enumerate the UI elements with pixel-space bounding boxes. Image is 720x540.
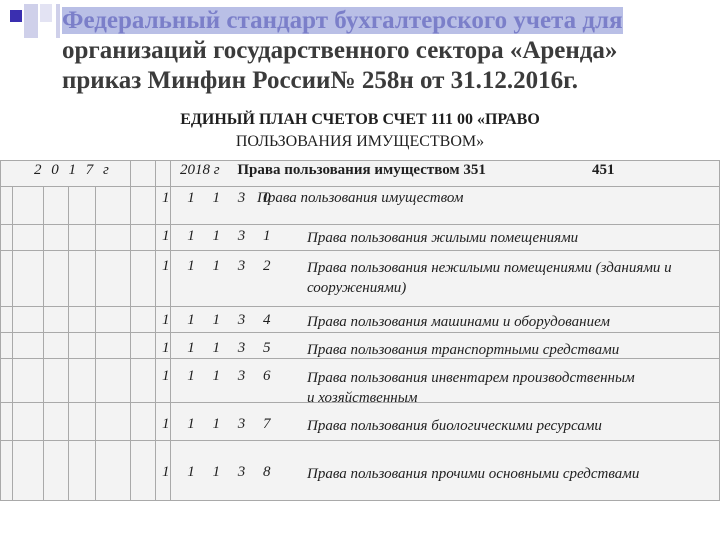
- title-line-1: Федеральный стандарт бухгалтерского учета для: [62, 7, 623, 34]
- grid-cell: [1, 187, 13, 225]
- grid-cell: [1, 441, 13, 501]
- grid-cell: [131, 307, 156, 333]
- grid-cell: [1, 359, 13, 403]
- grid-cell: [13, 251, 44, 307]
- title-line-2: организаций государственного сектора «Аренда»: [62, 37, 618, 64]
- grid-cell: [44, 225, 69, 251]
- grid-cell: [44, 441, 69, 501]
- grid-cell: [44, 333, 69, 359]
- grid-cell: [1, 225, 13, 251]
- grid-cell: [131, 333, 156, 359]
- grid-cell: [69, 307, 96, 333]
- grid-cell: [13, 307, 44, 333]
- grid-cell: [69, 333, 96, 359]
- account-number-451: 451: [592, 162, 615, 178]
- grid-cell: [131, 187, 156, 225]
- account-code: 1 1 1 3 8: [162, 464, 278, 480]
- grid-cell: [131, 403, 156, 441]
- grid-cell: [96, 403, 131, 441]
- grid-cell: [13, 441, 44, 501]
- account-code: 1 1 1 3 4: [162, 312, 278, 328]
- grid-cell: [131, 161, 156, 187]
- grid-cell: [69, 403, 96, 441]
- decoration-square: [10, 10, 22, 22]
- subtitle-line-1: ЕДИНЫЙ ПЛАН СЧЕТОВ СЧЕТ 111 00 «ПРАВО: [180, 111, 540, 128]
- grid-cell: [131, 225, 156, 251]
- grid-cell: [156, 161, 171, 187]
- grid-cell: [13, 359, 44, 403]
- subtitle-line-2: ПОЛЬЗОВАНИЯ ИМУЩЕСТВОМ»: [235, 133, 485, 150]
- grid-cell: [131, 359, 156, 403]
- grid-cell: [44, 307, 69, 333]
- grid-cell: [69, 251, 96, 307]
- decoration-bar: [56, 4, 60, 38]
- grid-cell: [13, 403, 44, 441]
- grid-cell: [96, 441, 131, 501]
- grid-cell: [44, 403, 69, 441]
- group-description: Права пользования имуществом: [257, 190, 464, 206]
- grid-cell: [13, 187, 44, 225]
- account-code: 1 1 1 3 2: [162, 258, 278, 274]
- grid-cell: [131, 251, 156, 307]
- grid-cell: [96, 333, 131, 359]
- grid-cell: [96, 225, 131, 251]
- grid-cell: [69, 359, 96, 403]
- account-description: Права пользования нежилыми помещениями (зданиями и сооружениями): [307, 260, 672, 296]
- slide-subtitle: [120, 109, 600, 153]
- grid-cell: [1, 307, 13, 333]
- decoration-bar: [40, 4, 52, 22]
- grid-cell: [96, 251, 131, 307]
- account-description: Права пользования инвентарем производственным и хозяйственным: [307, 370, 635, 406]
- account-description: Права пользования прочими основными средствами: [307, 466, 640, 482]
- title-line-3: приказ Минфин России№ 258н от 31.12.2016г.: [62, 67, 578, 94]
- grid-cell: [44, 359, 69, 403]
- account-name-header: Права пользования имуществом 351: [237, 162, 486, 178]
- grid-cell: [13, 225, 44, 251]
- grid-cell: [44, 251, 69, 307]
- account-description: Права пользования машинами и оборудованием: [307, 314, 610, 330]
- grid-cell: [96, 359, 131, 403]
- account-description: Права пользования транспортными средствами: [307, 342, 620, 358]
- account-code: 1 1 1 3 7: [162, 416, 278, 432]
- year-2017-label: 2 0 1 7 г: [34, 162, 112, 178]
- grid-cell: [69, 225, 96, 251]
- account-description: Права пользования жилыми помещениями: [307, 230, 579, 246]
- grid-cell: [69, 441, 96, 501]
- slide-title: [62, 6, 712, 96]
- account-code: 1 1 1 3 6: [162, 368, 278, 384]
- slide-decoration: [0, 0, 56, 40]
- grid-cell: [131, 441, 156, 501]
- year-2018-label: 2018 г: [180, 162, 220, 178]
- grid-cell: [13, 333, 44, 359]
- grid-cell: [1, 403, 13, 441]
- group-code: 1 1 1 3 0: [162, 190, 278, 206]
- grid-cell: [96, 187, 131, 225]
- grid-cell: [69, 187, 96, 225]
- grid-cell: [44, 187, 69, 225]
- grid-cell: [96, 307, 131, 333]
- account-code: 1 1 1 3 1: [162, 228, 278, 244]
- account-code: 1 1 1 3 5: [162, 340, 278, 356]
- decoration-bar: [24, 4, 38, 38]
- grid-cell: [1, 333, 13, 359]
- table-header: [180, 162, 615, 179]
- grid-cell: [1, 251, 13, 307]
- account-description: Права пользования биологическими ресурсами: [307, 418, 602, 434]
